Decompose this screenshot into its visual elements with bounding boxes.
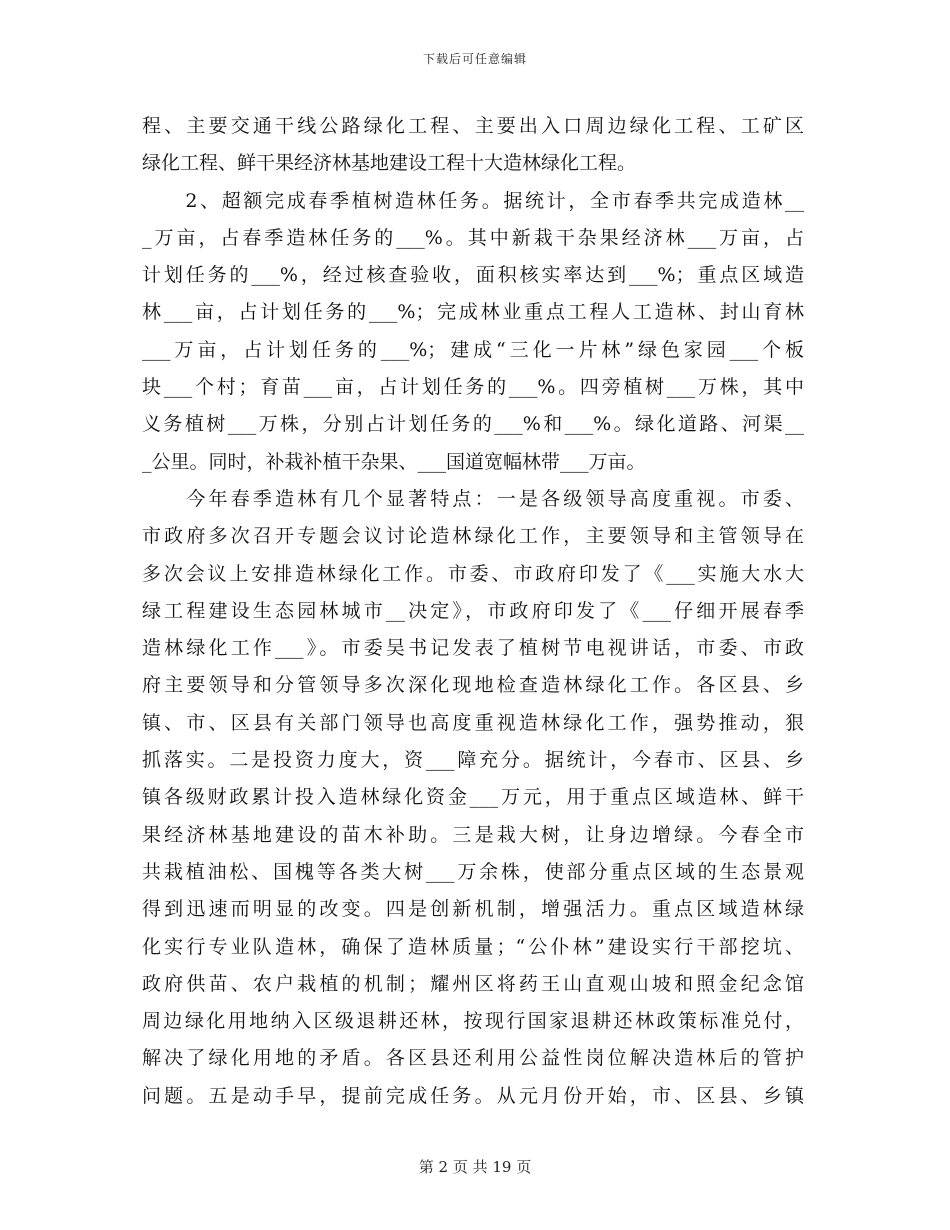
text-line: 镇、市、区县有关部门领导也高度重视造林绿化工作，强势推动，狠 (142, 711, 804, 734)
text-line: 市政府多次召开专题会议讨论造林绿化工作，主要领导和主管领导在 (142, 525, 804, 548)
text-line: 多次会议上安排造林绿化工作。市委、市政府印发了《___实施大水大 (142, 562, 804, 585)
text-line: _公里。同时，补栽补植干杂果、___国道宽幅林带___万亩。 (142, 450, 646, 473)
text-line: 绿工程建设生态园林城市__决定》，市政府印发了《___仔细开展春季 (142, 599, 804, 622)
text-line: 解决了绿化用地的矛盾。各区县还利用公益性岗位解决造林后的管护 (142, 1047, 804, 1070)
text-line: 得到迅速而明显的改变。四是创新机制，增强活力。重点区域造林绿 (142, 898, 804, 921)
text-line: 块___个村；育苗___亩，占计划任务的___%。四旁植树___万株，其中 (142, 376, 804, 399)
text-line: 政府供苗、农户栽植的机制；耀州区将药王山直观山坡和照金纪念馆 (142, 972, 804, 995)
text-line: 义务植树___万株，分别占计划任务的___%和___%。绿化道路、河渠__ (142, 413, 804, 436)
document-body (142, 108, 804, 1115)
text-line: 化实行专业队造林，确保了造林质量；“公仆林”建设实行干部挖坑、 (142, 935, 804, 958)
page-header: 下载后可任意编辑 (422, 52, 527, 66)
text-line: 程、主要交通干线公路绿化工程、主要出入口周边绿化工程、工矿区 (142, 115, 804, 137)
text-line: 造林绿化工作___》。市委吴书记发表了植树节电视讲话，市委、市政 (142, 637, 804, 660)
text-line: 府主要领导和分管领导多次深化现地检查造林绿化工作。各区县、乡 (142, 674, 804, 697)
text-line: _万亩，占春季造林任务的___%。其中新栽干杂果经济林___万亩，占 (142, 226, 804, 249)
page-number: 第 2 页 共 19 页 (418, 1158, 532, 1176)
text-line: 计划任务的___%，经过核查验收，面积核实率达到___%；重点区域造 (142, 264, 804, 287)
paragraph-3 (142, 481, 804, 1115)
text-line: 林___亩，占计划任务的___%；完成林业重点工程人工造林、封山育林 (142, 301, 804, 324)
text-line: 周边绿化用地纳入区级退耕还林，按现行国家退耕还林政策标准兑付， (142, 1010, 804, 1033)
paragraph-2 (142, 183, 804, 481)
text-line: 绿化工程、鲜干果经济林基地建设工程十大造林绿化工程。 (142, 152, 637, 175)
text-line: 果经济林基地建设的苗木补助。三是栽大树，让身边增绿。今春全市 (142, 823, 804, 846)
text-line: 抓落实。二是投资力度大，资___障充分。据统计，今春市、区县、乡 (142, 749, 804, 772)
paragraph-1 (142, 108, 804, 183)
text-line: 镇各级财政累计投入造林绿化资金___万元，用于重点区域造林、鲜干 (142, 786, 804, 809)
text-line: ___万亩，占计划任务的___%；建成“三化一片林”绿色家园___个板 (142, 338, 804, 361)
text-line: 问题。五是动手早，提前完成任务。从元月份开始，市、区县、乡镇 (142, 1084, 804, 1107)
text-line: 今年春季造林有几个显著特点：一是各级领导高度重视。市委、 (142, 487, 804, 510)
text-line: 2、超额完成春季植树造林任务。据统计，全市春季共完成造林__ (142, 189, 804, 212)
text-line: 共栽植油松、国槐等各类大树___万余株，使部分重点区域的生态景观 (142, 860, 804, 883)
